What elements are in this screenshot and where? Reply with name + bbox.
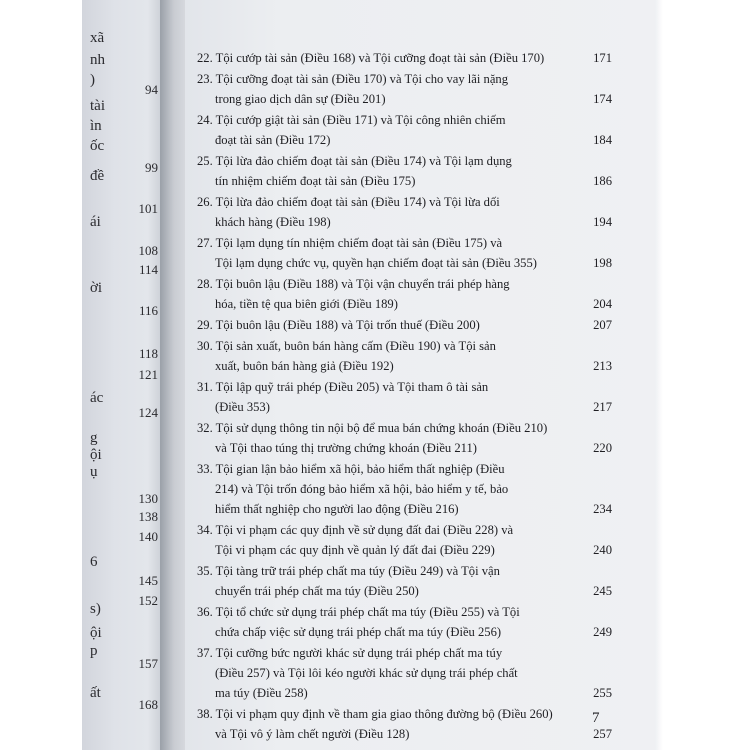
left-page-text-fragment: ác <box>90 390 104 406</box>
toc-entry <box>197 336 612 376</box>
left-page-page-number: 108 <box>138 243 158 258</box>
toc-entry-title-line: 30. Tội sản xuất, buôn bán hàng cấm (Điều 190) và Tội sản <box>197 339 496 353</box>
toc-entry <box>197 69 612 109</box>
left-page-text-fragment: tài <box>90 98 105 114</box>
left-page-page-number: 152 <box>138 593 158 608</box>
toc-entry <box>197 233 612 273</box>
toc-entry-page-number: 257 <box>593 727 612 741</box>
page-number: 7 <box>592 710 600 726</box>
toc-entry <box>197 110 612 150</box>
toc-entry-title-line: 23. Tội cưỡng đoạt tài sản (Điều 170) và Tội cho vay lãi nặng <box>197 72 509 86</box>
toc-entry-title-line: 38. Tội vi phạm quy định về tham gia giao thông đường bộ (Điều 260) <box>197 707 553 721</box>
left-page-text-fragment: ội <box>90 625 102 641</box>
toc-entry-title-line: 33. Tội gian lận bảo hiểm xã hội, bảo hiểm thất nghiệp (Điều <box>197 462 505 476</box>
toc-entry <box>197 192 612 232</box>
toc-entry-page-number: 245 <box>593 584 612 598</box>
left-page-text-fragment: g <box>90 430 98 446</box>
left-page-page-number: 130 <box>138 491 158 506</box>
left-page-text-fragment: ội <box>90 447 102 463</box>
left-page-page-number: 116 <box>138 303 158 318</box>
toc-entry <box>197 459 612 519</box>
toc-entry-continuation-line: (Điều 353) <box>215 400 270 414</box>
left-page-page-number: 140 <box>138 529 158 544</box>
toc-entry-page-number: 207 <box>593 318 612 332</box>
toc-entry-title-line: 35. Tội tàng trữ trái phép chất ma túy (Điều 249) và Tội vận <box>197 564 500 578</box>
left-page-text-fragment: ốc <box>90 138 105 154</box>
toc-entry-page-number: 198 <box>593 256 612 270</box>
left-page-text-fragment: ái <box>90 214 101 230</box>
left-page-text-fragment: ụ <box>90 464 98 480</box>
toc-entry <box>197 520 612 560</box>
toc-entry-continuation-line: trong giao dịch dân sự (Điều 201) <box>215 92 386 106</box>
toc-entry <box>197 315 612 335</box>
toc-entry-continuation-line: và Tội vô ý làm chết người (Điều 128) <box>215 727 410 741</box>
toc-entry-continuation-line: ma túy (Điều 258) <box>215 686 308 700</box>
toc-entry-title-line: 37. Tội cưỡng bức người khác sử dụng trái phép chất ma túy <box>197 646 503 660</box>
left-page-text-fragment: nh <box>90 52 105 68</box>
toc-entry <box>197 561 612 601</box>
toc-entry-continuation-line: chứa chấp việc sử dụng trái phép chất ma túy (Điều 256) <box>215 625 502 639</box>
previous-page-strip <box>82 0 164 750</box>
toc-entry-continuation-line: hiểm thất nghiệp cho người lao động (Điều 216) <box>215 502 459 516</box>
toc-entry-page-number: 217 <box>593 400 612 414</box>
toc-entry-title-line: 36. Tội tổ chức sử dụng trái phép chất ma túy (Điều 255) và Tội <box>197 605 520 619</box>
toc-entry-page-number: 240 <box>593 543 612 557</box>
toc-entry <box>197 377 612 417</box>
toc-entry-continuation-line: 214) và Tội trốn đóng bảo hiểm xã hội, bảo hiểm y tế, bảo <box>215 482 509 496</box>
toc-entry-page-number: 213 <box>593 359 612 373</box>
toc-entry <box>197 643 612 703</box>
toc-entry-title-line: 25. Tội lừa đảo chiếm đoạt tài sản (Điều 174) và Tội lạm dụng <box>197 154 512 168</box>
left-page-text-fragment: ời <box>90 280 103 296</box>
left-page-text-fragment: ) <box>90 72 95 88</box>
toc-entry <box>197 274 612 314</box>
toc-entry <box>197 48 612 68</box>
toc-entry-title-line: 28. Tội buôn lậu (Điều 188) và Tội vận chuyển trái phép hàng <box>197 277 510 291</box>
toc-entry-title-line: 34. Tội vi phạm các quy định về sử dụng đất đai (Điều 228) và <box>197 523 514 537</box>
toc-entry-page-number: 194 <box>593 215 612 229</box>
toc-entry-page-number: 204 <box>593 297 612 311</box>
toc-entry-title-line: 31. Tội lập quỹ trái phép (Điều 205) và Tội tham ô tài sản <box>197 380 489 394</box>
toc-entry <box>197 602 612 642</box>
left-page-page-number: 94 <box>145 82 158 97</box>
toc-entry <box>197 704 612 744</box>
toc-entry-continuation-line: (Điều 257) và Tội lôi kéo người khác sử dụng trái phép chất <box>215 666 518 680</box>
toc-entry-title-line: 26. Tội lừa đảo chiếm đoạt tài sản (Điều 174) và Tội lừa dối <box>197 195 500 209</box>
toc-entry-continuation-line: tín nhiệm chiếm đoạt tài sản (Điều 175) <box>215 174 416 188</box>
toc-entry <box>197 151 612 191</box>
toc-entry-continuation-line: đoạt tài sản (Điều 172) <box>215 133 331 147</box>
toc-entry-title-line: 32. Tội sử dụng thông tin nội bộ để mua bán chứng khoán (Điều 210) <box>197 421 548 435</box>
left-page-text-fragment: ìn <box>90 118 102 134</box>
page-edge <box>655 0 663 750</box>
toc-entry <box>197 418 612 458</box>
toc-entry-title-line: 29. Tội buôn lậu (Điều 188) và Tội trốn thuế (Điều 200) <box>197 318 480 332</box>
left-page-text-fragment: xã <box>90 30 105 46</box>
toc-entry-continuation-line: xuất, buôn bán hàng giả (Điều 192) <box>215 359 394 373</box>
toc-entry-title-line: 24. Tội cướp giật tài sản (Điều 171) và Tội công nhiên chiếm <box>197 113 506 127</box>
toc-entry-title-line: 27. Tội lạm dụng tín nhiệm chiếm đoạt tài sản (Điều 175) và <box>197 236 503 250</box>
left-page-page-number: 121 <box>138 367 158 382</box>
left-page-page-number: 138 <box>138 509 158 524</box>
toc-entry-page-number: 171 <box>593 51 612 65</box>
toc-list <box>197 48 612 744</box>
left-page-page-number: 101 <box>138 201 158 216</box>
left-page-text-fragment: đề <box>90 168 105 184</box>
left-page-text-fragment: 6 <box>90 554 98 570</box>
toc-entry-page-number: 220 <box>593 441 612 455</box>
left-page-page-number: 118 <box>138 346 158 361</box>
toc-entry-continuation-line: hóa, tiền tệ qua biên giới (Điều 189) <box>215 297 398 311</box>
left-page-page-number: 124 <box>138 405 158 420</box>
left-page-page-number: 114 <box>138 262 158 277</box>
toc-entry-page-number: 234 <box>593 502 612 516</box>
toc-entry-page-number: 186 <box>593 174 612 188</box>
toc-entry-continuation-line: và Tội thao túng thị trường chứng khoán (Điều 211) <box>215 441 477 455</box>
left-page-page-number: 99 <box>145 160 158 175</box>
left-page-text-fragment: p <box>90 643 98 659</box>
toc-entry-page-number: 255 <box>593 686 612 700</box>
left-page-page-number: 157 <box>138 656 158 671</box>
toc-entry-page-number: 249 <box>593 625 612 639</box>
toc-entry-title-line: 22. Tội cướp tài sản (Điều 168) và Tội cưỡng đoạt tài sản (Điều 170) <box>197 51 545 65</box>
toc-entry-continuation-line: Tội lạm dụng chức vụ, quyền hạn chiếm đoạt tài sản (Điều 355) <box>215 256 537 270</box>
toc-entry-page-number: 184 <box>593 133 612 147</box>
left-page-page-number: 145 <box>138 573 158 588</box>
toc-entry-continuation-line: khách hàng (Điều 198) <box>215 215 331 229</box>
toc-entry-continuation-line: Tội vi phạm các quy định về quản lý đất đai (Điều 229) <box>215 543 495 557</box>
toc-entry-continuation-line: chuyển trái phép chất ma túy (Điều 250) <box>215 584 419 598</box>
left-page-page-number: 168 <box>138 697 158 712</box>
left-page-text-fragment: s) <box>90 601 101 617</box>
toc-entry-page-number: 174 <box>593 92 612 106</box>
left-page-text-fragment: ất <box>90 685 101 701</box>
